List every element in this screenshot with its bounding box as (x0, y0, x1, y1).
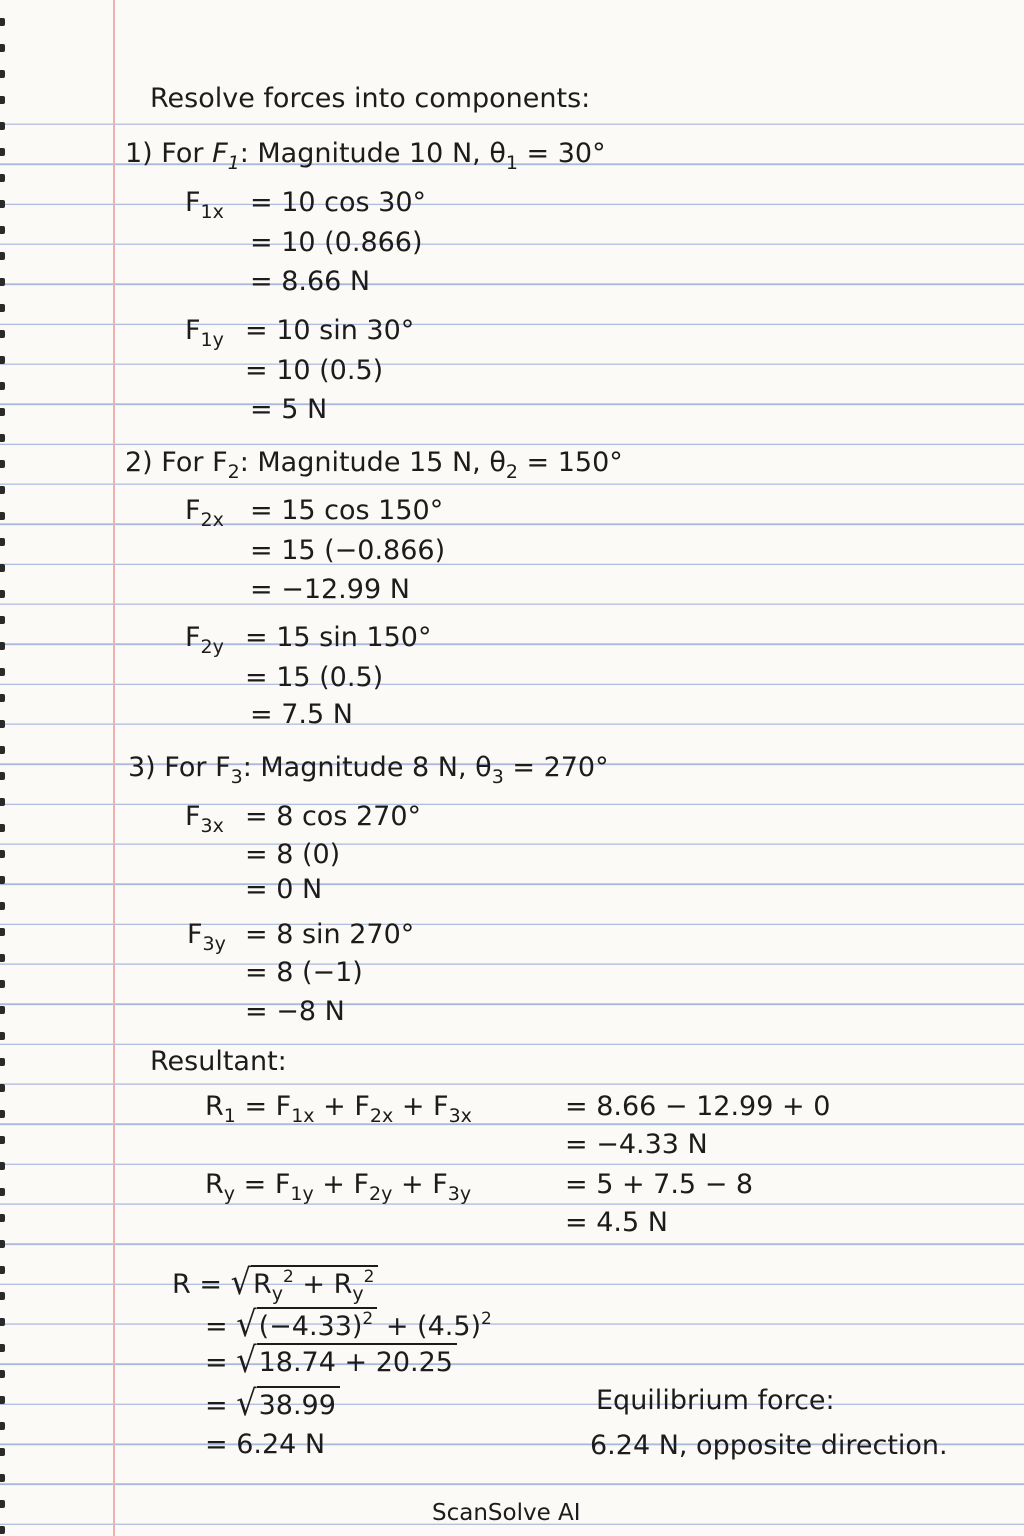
binding-hole (0, 668, 5, 676)
f1-symbol: $F_1$ (212, 138, 240, 174)
sqrt-icon: √ (236, 1339, 257, 1381)
f3-symbol: $F_3$ (215, 752, 243, 788)
binding-hole (0, 564, 5, 572)
binding-hole (0, 1006, 5, 1014)
binding-holes (0, 0, 8, 1536)
f3x-label: $F_{3x}$ (185, 801, 224, 837)
binding-hole (0, 1318, 5, 1326)
f2-symbol: $F_2$ (212, 447, 240, 483)
binding-hole (0, 1136, 5, 1144)
binding-hole (0, 980, 5, 988)
binding-hole (0, 824, 5, 832)
rx-result-1: = 8.66 − 12.99 + 0 (565, 1091, 831, 1122)
f1-header: 1) For $F_1$: Magnitude 10 N, $\theta_1 = 30^\circ$ (125, 138, 606, 174)
f2x-line-1: = 15 cos 150° (250, 495, 444, 526)
ry-result-1: = 5 + 7.5 − 8 (565, 1169, 754, 1200)
binding-hole (0, 44, 5, 52)
f3x-line-2: = 8 (0) (245, 839, 341, 870)
f1x-line-3: = 8.66 N (250, 266, 371, 297)
equilibrium-title: Equilibrium force: (596, 1385, 835, 1416)
f3x-line-1: = 8 cos 270° (245, 801, 422, 832)
binding-hole (0, 928, 5, 936)
binding-hole (0, 408, 5, 416)
f1x-line-2: = 10 (0.866) (250, 227, 423, 258)
binding-hole (0, 538, 5, 546)
binding-hole (0, 18, 5, 26)
magnitude-line-2: = $√(-4.33)^2 + (4.5)^2$ (205, 1303, 492, 1345)
f2y-line-2: = 15 (0.5) (245, 662, 384, 693)
binding-hole (0, 122, 5, 130)
footer-brand: ScanSolve AI (432, 1500, 581, 1526)
binding-hole (0, 1266, 5, 1274)
binding-hole (0, 1214, 5, 1222)
margin-line (113, 0, 115, 1536)
theta-3: $\theta_3$ (475, 752, 504, 788)
binding-hole (0, 278, 5, 286)
binding-hole (0, 1188, 5, 1196)
binding-hole (0, 96, 5, 104)
f2x-line-2: = 15 (−0.866) (250, 535, 446, 566)
binding-hole (0, 1396, 5, 1404)
binding-hole (0, 1526, 5, 1534)
binding-hole (0, 1162, 5, 1170)
binding-hole (0, 226, 5, 234)
f3x-line-3: = 0 N (245, 874, 323, 905)
equilibrium-answer: 6.24 N, opposite direction. (590, 1430, 948, 1461)
f2y-label: $F_{2y}$ (185, 622, 224, 658)
binding-hole (0, 1110, 5, 1118)
binding-hole (0, 486, 5, 494)
binding-hole (0, 772, 5, 780)
binding-hole (0, 590, 5, 598)
ry-result-2: = 4.5 N (565, 1207, 668, 1238)
sqrt-icon: √ (230, 1261, 251, 1303)
binding-hole (0, 1058, 5, 1066)
theta-2: $\theta_2$ (489, 447, 518, 483)
binding-hole (0, 876, 5, 884)
binding-hole (0, 460, 5, 468)
f3-header: 3) For $F_3$: Magnitude 8 N, $\theta_3 = 270^\circ$ (128, 752, 609, 788)
binding-hole (0, 1292, 5, 1300)
f1y-line-2: = 10 (0.5) (245, 355, 384, 386)
resultant-heading: Resultant: (150, 1046, 287, 1077)
binding-hole (0, 252, 5, 260)
binding-hole (0, 850, 5, 858)
f1y-line-3: = 5 N (250, 394, 328, 425)
binding-hole (0, 148, 5, 156)
binding-hole (0, 694, 5, 702)
binding-hole (0, 1474, 5, 1482)
binding-hole (0, 954, 5, 962)
binding-hole (0, 798, 5, 806)
binding-hole (0, 70, 5, 78)
binding-hole (0, 382, 5, 390)
f3y-line-3: = −8 N (245, 996, 345, 1027)
binding-hole (0, 746, 5, 754)
rx-result-2: = −4.33 N (565, 1129, 708, 1160)
sqrt-icon: √ (236, 1303, 257, 1345)
binding-hole (0, 512, 5, 520)
binding-hole (0, 1370, 5, 1378)
f1x-line-1: = 10 cos 30° (250, 187, 427, 218)
binding-hole (0, 616, 5, 624)
f1y-label: $F_{1y}$ (185, 315, 224, 351)
f2x-line-3: = −12.99 N (250, 574, 410, 605)
binding-hole (0, 330, 5, 338)
binding-hole (0, 200, 5, 208)
f3y-label: $F_{3y}$ (187, 919, 226, 955)
f3y-line-2: = 8 (−1) (245, 957, 363, 988)
heading: Resolve forces into components: (150, 83, 591, 114)
binding-hole (0, 356, 5, 364)
binding-hole (0, 1344, 5, 1352)
binding-hole (0, 1422, 5, 1430)
f2y-line-3: = 7.5 N (250, 699, 353, 730)
binding-hole (0, 1032, 5, 1040)
sqrt-icon: √ (236, 1382, 257, 1424)
f3y-line-1: = 8 sin 270° (245, 919, 415, 950)
binding-hole (0, 174, 5, 182)
binding-hole (0, 1240, 5, 1248)
binding-hole (0, 1448, 5, 1456)
f1x-label: $F_{1x}$ (185, 187, 224, 223)
magnitude-line-5: = 6.24 N (205, 1429, 326, 1460)
ry-equation: $R_y = F_{1y} + F_{2y} + F_{3y}$ (205, 1169, 472, 1205)
rx-equation: $R_1 = F_{1x} + F_{2x} + F_{3x}$ (205, 1091, 472, 1127)
magnitude-line-4: = √38.99 (205, 1388, 340, 1421)
f2-header: 2) For $F_2$: Magnitude 15 N, $\theta_2 = 150^\circ$ (125, 447, 623, 483)
binding-hole (0, 434, 5, 442)
binding-hole (0, 642, 5, 650)
binding-hole (0, 1084, 5, 1092)
f2x-label: $F_{2x}$ (185, 495, 224, 531)
binding-hole (0, 1500, 5, 1508)
magnitude-line-3: = √18.74 + 20.25 (205, 1345, 457, 1378)
f2y-line-1: = 15 sin 150° (245, 622, 432, 653)
binding-hole (0, 720, 5, 728)
theta-1: $\theta_1$ (489, 138, 518, 174)
binding-hole (0, 304, 5, 312)
magnitude-line-1: $R = √R_y^2 + R_y^2$ (172, 1262, 378, 1309)
f1y-line-1: = 10 sin 30° (245, 315, 415, 346)
binding-hole (0, 902, 5, 910)
